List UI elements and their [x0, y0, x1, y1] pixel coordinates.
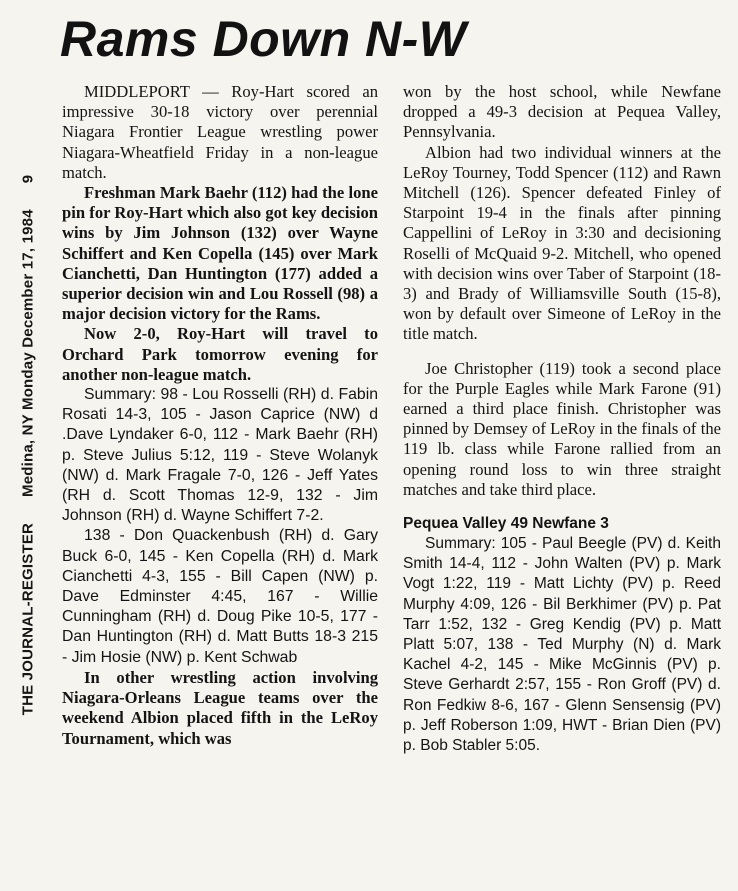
left-column: [62, 82, 378, 749]
page-number: 9: [19, 174, 37, 184]
paragraph-lead: MIDDLEPORT — Roy-Hart scored an impressive 30-18 victory over perennial Niagara Frontier League wrestling power Niagara-Wheatfield Friday in a non-league match.: [62, 82, 378, 182]
section-gap: [403, 500, 721, 514]
paragraph-pv-summary: Summary: 105 - Paul Beegle (PV) d. Keith Smith 14-4, 112 - John Walten (PV) p. Mark Vogt 1:22, 119 - Matt Lichty (PV) p. Reed Murphy 4:09, 126 - Bil Berkhimer (PV) p. Pat Tarr 1:52, 132 - Greg Kendig (PV) p. Matt Platt 5:07, 138 - Ted Murphy (N) d. Mark Kachel 4-2, 145 - Mike McGinnis (PV) p. Steve Gerhardt 2:57, 155 - Ron Groff (PV) d. Ron Fedkiw 8-6, 167 - Glenn Sensensig (PV) p. Jeff Roberson 1:09, HWT - Brian Dien (PV) p. Bob Stabler 5:05.: [403, 535, 721, 755]
paragraph-continued: won by the host school, while Newfane dropped a 49-3 decision at Pequea Valley, Pennsylvania.: [403, 82, 721, 142]
paragraph-summary-2: 138 - Don Quackenbush (RH) d. Gary Buck 6-0, 145 - Ken Copella (RH) d. Mark Cianchetti 4-3, 155 - Bill Capen (NW) p. Dave Edminster 4:45, 167 - Willie Cunningham (RH) d. Doug Pike 10-5, 177 - Dan Huntington (RH) d. Matt Butts 18-3 215 - Jim Hosie (NW) p. Kent Schwab: [62, 527, 378, 666]
subhead-pequea-valley: Pequea Valley 49 Newfane 3: [403, 515, 609, 533]
publication-name: THE JOURNAL-REGISTER: [19, 522, 37, 716]
masthead-line: [20, 175, 37, 716]
paragraph-christopher: Joe Christopher (119) took a second place for the Purple Eagles while Mark Farone (91) earned a third place finish. Christopher was pinned by Demsey of LeRoy in the finals of the 119 lb. class while Farone rallied from an opening round loss to win three straight matches and take third place.: [403, 358, 721, 499]
article-headline: Rams Down N-W: [60, 11, 467, 67]
paragraph-gap: [403, 345, 721, 359]
sidebar-masthead: [2, 0, 54, 891]
paragraph-highlights: Freshman Mark Baehr (112) had the lone pin for Roy-Hart which also got key decision wins by Jim Johnson (132) over Wayne Schiffert and Ken Copella (145) over Mark Cianchetti, Dan Huntington (177) added a superior decision win and Lou Rossell (98) a major decision victory for the Rams.: [62, 183, 378, 324]
right-column: [403, 82, 721, 756]
paragraph-other-action: In other wrestling action involving Niagara-Orleans League teams over the weekend Albion placed fifth in the LeRoy Tournament, which was: [62, 667, 378, 748]
paragraph-summary-1: Summary: 98 - Lou Rosselli (RH) d. Fabin Rosati 14-3, 105 - Jason Caprice (NW) d .Dave Lyndaker 6-0, 112 - Mark Baehr (RH) p. Steve Julius 5:12, 119 - Steve Wolanyk (NW) d. Mark Fragale 7-0, 126 - Jeff Yates (RH d. Scott Thomas 12-9, 132 - Jim Johnson (RH) d. Wayne Schiffert 7-2.: [62, 386, 378, 525]
dateline: Medina, NY Monday December 17, 1984: [19, 209, 37, 497]
paragraph-albion: Albion had two individual winners at the LeRoy Tourney, Todd Spencer (112) and Rawn Mitchell (126). Spencer defeated Finley of Starpoint 19-4 in the finals after pinning Cappellini of LeRoy in 3:30 and decisioning Roselli of McQuaid 9-2. Mitchell, who opened with decision wins over Taber of Starpoint (18-3) and Brady of Williamsville South (15-8), won by default over Simeone of LeRoy in the title match.: [403, 142, 721, 344]
paragraph-schedule: Now 2-0, Roy-Hart will travel to Orchard Park tomorrow evening for another non-league match.: [62, 324, 378, 384]
